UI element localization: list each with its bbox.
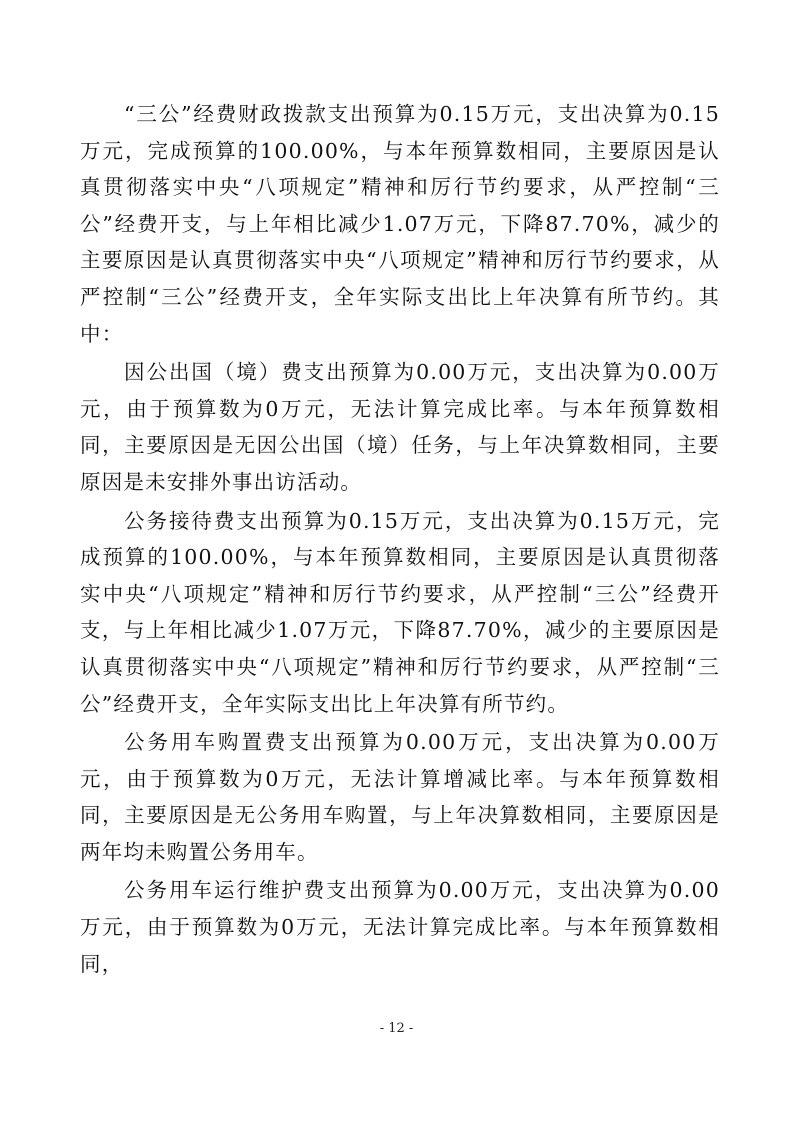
page-number: - 12 - — [379, 1021, 414, 1036]
paragraph-vehicle-purchase: 公务用车购置费支出预算为0.00万元，支出决算为0.00万元，由于预算数为0万元，无法计算增减比率。与本年预算数相同，主要原因是无公务用车购置，与上年决算数相同，主要原因是两年均未购置公务用车。 — [80, 730, 720, 864]
paragraph-official-reception: 公务接待费支出预算为0.15万元，支出决算为0.15万元，完成预算的100.00%，与本年预算数相同，主要原因是认真贯彻落实中央“八项规定”精神和厉行节约要求，从严控制“三公”经费开支，与上年相比减少1.07万元，下降87.70%，减少的主要原因是认真贯彻落实中央“八项规定”精神和厉行节约要求，从严控制“三公”经费开支，全年实际支出比上年决算有所节约。 — [80, 508, 720, 716]
paragraph-vehicle-maintenance: 公务用车运行维护费支出预算为0.00万元，支出决算为0.00万元，由于预算数为0万元，无法计算完成比率。与本年预算数相同， — [80, 878, 720, 976]
paragraph-three-public-expenses: “三公”经费财政拨款支出预算为0.15万元，支出决算为0.15万元，完成预算的100.00%，与本年预算数相同，主要原因是认真贯彻落实中央“八项规定”精神和厉行节约要求，从严控制“三公”经费开支，与上年相比减少1.07万元，下降87.70%，减少的主要原因是认真贯彻落实中央“八项规定”精神和厉行节约要求，从严控制“三公”经费开支，全年实际支出比上年决算有所节约。其中： — [80, 102, 720, 346]
document-body — [80, 96, 720, 982]
paragraph-overseas-travel: 因公出国（境）费支出预算为0.00万元，支出决算为0.00万元，由于预算数为0万元，无法计算完成比率。与本年预算数相同，主要原因是无因公出国（境）任务，与上年决算数相同，主要原因是未安排外事出访活动。 — [80, 360, 720, 494]
